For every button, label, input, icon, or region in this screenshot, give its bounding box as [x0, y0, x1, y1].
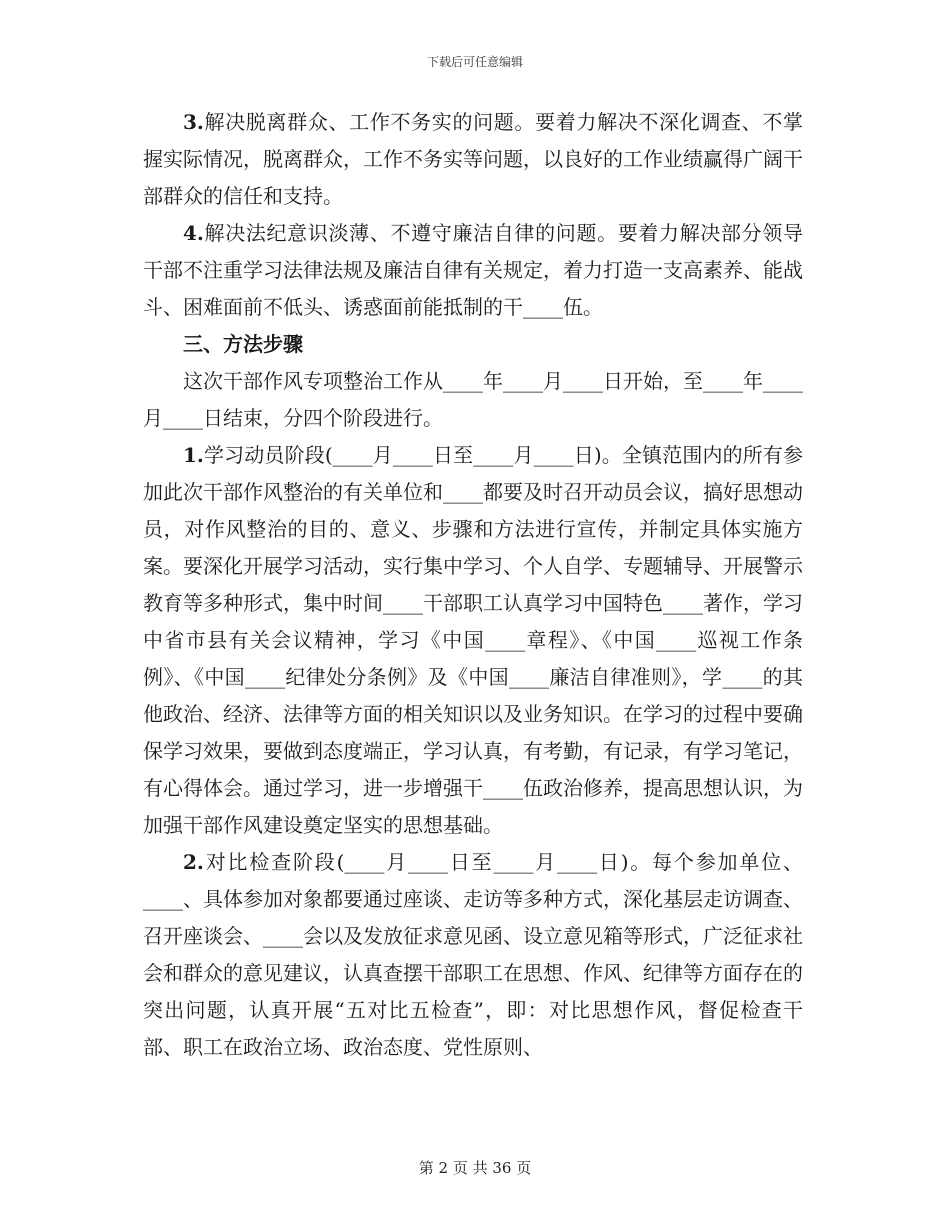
paragraph-item-3 — [143, 104, 803, 215]
page-footer: 第 2 页 共 36 页 — [418, 1159, 532, 1177]
item-number: 2. — [183, 850, 204, 874]
stage-2-paragraph — [143, 844, 803, 1066]
paragraph-item-4 — [143, 215, 803, 326]
item-number: 4. — [183, 221, 204, 245]
item-number: 3. — [183, 110, 204, 134]
paragraph-text: 解决法纪意识淡薄、不遵守廉洁自律的问题。要着力解决部分领导干部不注重学习法律法规及廉洁自律有关规定，着力打造一支高素养、能战斗、困难面前不低头、诱惑面前能抵制的干____伍。 — [143, 221, 803, 319]
paragraph-text: 学习动员阶段(____月____日至____月____日)。全镇范围内的所有参加此次干部作风整治的有关单位和____都要及时召开动员会议，搞好思想动员，对作风整治的目的、意义、步骤和方法进行宣传，并制定具体实施方案。要深化开展学习活动，实行集中学习、个人自学、专题辅导、开展警示教育等多种形式，集中时间____干部职工认真学习中国特色____著作，学习中省市县有关会议精神，学习《中国____章程》、《中国____巡视工作条例》、《中国____纪律处分条例》及《中国____廉洁自律准则》，学____的其他政治、经济、法律等方面的相关知识以及业务知识。在学习的过程中要确保学习效果，要做到态度端正，学习认真，有考勤，有记录，有学习笔记，有心得体会。通过学习，进一步增强干____伍政治修养，提高思想认识，为加强干部作风建设奠定坚实的思想基础。 — [143, 443, 803, 837]
page-header: 下载后可任意编辑 — [426, 55, 523, 69]
section-heading: 三、方法步骤 — [183, 332, 303, 356]
paragraph-text: 对比检查阶段(____月____日至____月____日)。每个参加单位、____、具体参加对象都要通过座谈、走访等多种方式，深化基层走访调查、召开座谈会、____会以及发放征求意见函、设立意见箱等形式，广泛征求社会和群众的意见建议，认真查摆干部职工在思想、作风、纪律等方面存在的突出问题，认真开展“五对比五检查”，即：对比思想作风，督促检查干部、职工在政治立场、政治态度、党性原则、 — [143, 850, 803, 1059]
item-number: 1. — [183, 443, 204, 467]
intro-paragraph: 这次干部作风专项整治工作从____年____月____日开始，至____年____月____日结束，分四个阶段进行。 — [143, 369, 803, 430]
document-body — [143, 104, 803, 1066]
paragraph-text: 解决脱离群众、工作不务实的问题。要着力解决不深化调查、不掌握实际情况，脱离群众，工作不务实等问题，以良好的工作业绩赢得广阔干部群众的信任和支持。 — [143, 110, 803, 208]
stage-1-paragraph — [143, 437, 803, 844]
